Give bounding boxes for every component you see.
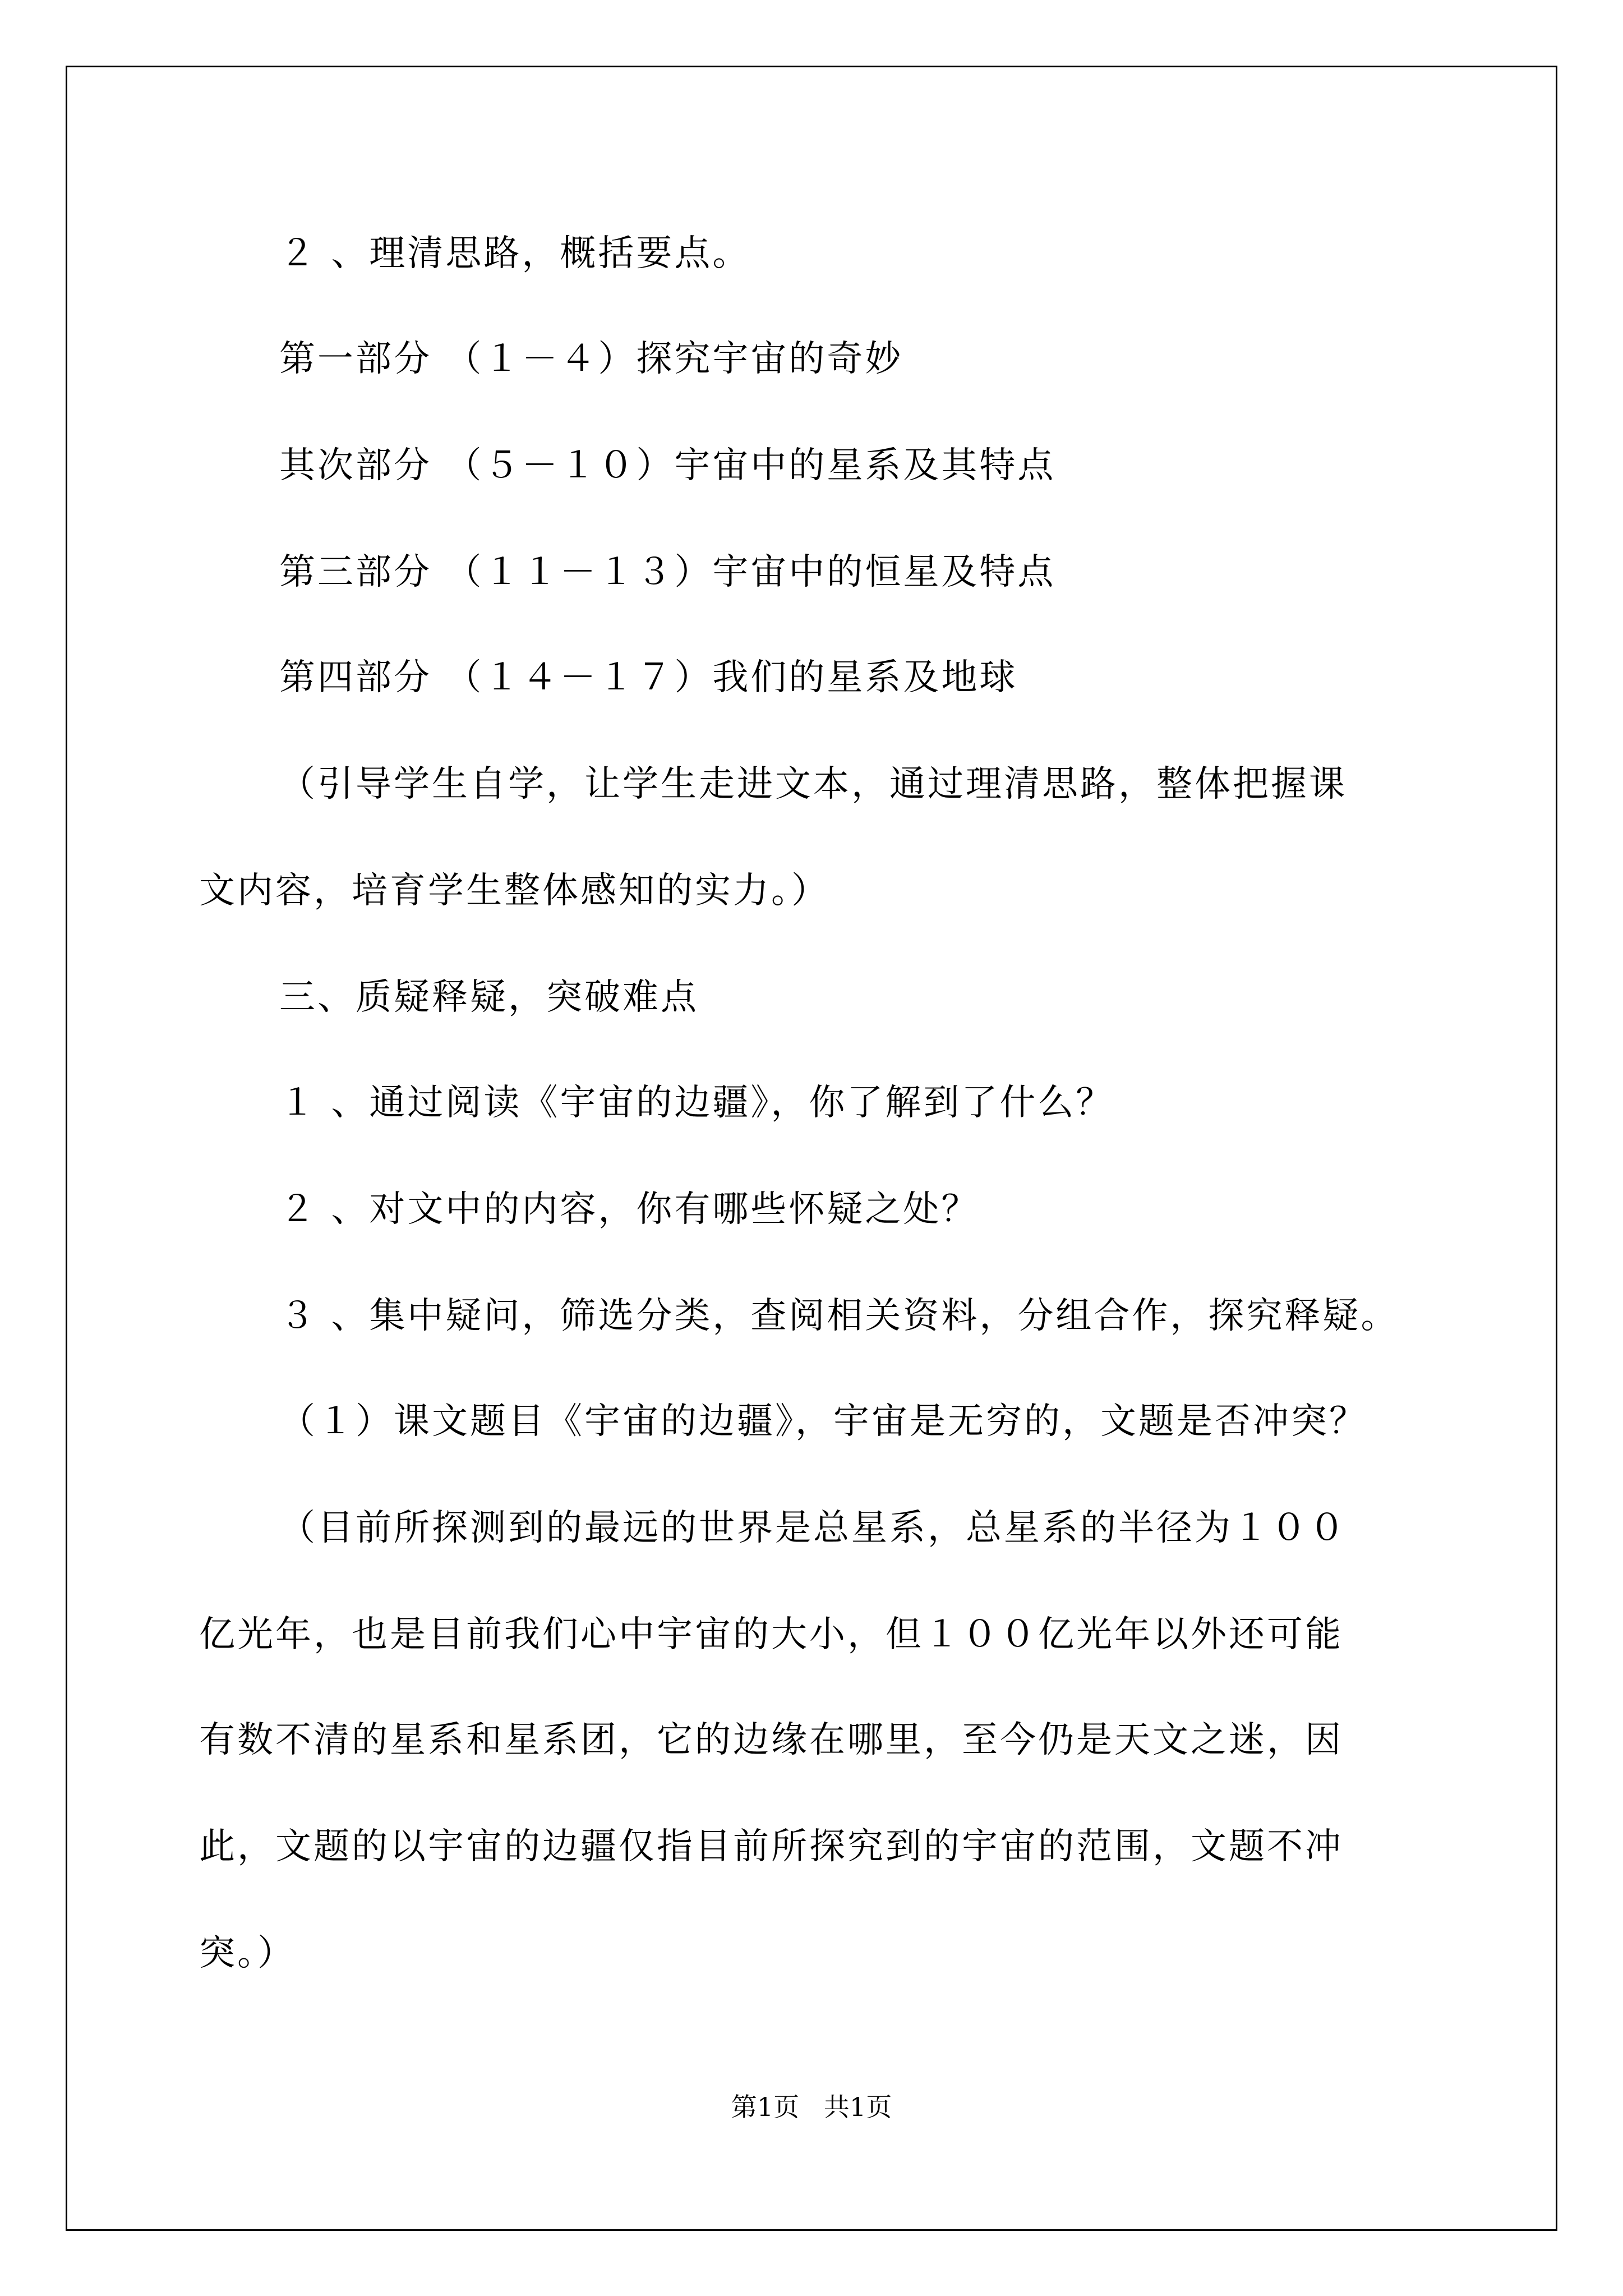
text-line-8: 三、质疑释疑，突破难点 [279, 977, 699, 1018]
text-line-3: 其次部分 （５－１０）宇宙中的星系及其特点 [279, 445, 1056, 486]
text-line-13: （目前所探测到的最远的世界是总星系，总星系的半径为１００ [279, 1507, 1347, 1549]
text-line-2: 第一部分 （１－４）探究宇宙的奇妙 [279, 338, 903, 380]
text-line-4: 第三部分 （１１－１３）宇宙中的恒星及特点 [279, 551, 1056, 593]
text-line-11: ３ 、集中疑问，筛选分类，查阅相关资料，分组合作，探究释疑。 [279, 1295, 1399, 1337]
text-line-7: 文内容，培育学生整体感知的实力。） [199, 870, 829, 912]
text-line-5: 第四部分 （１４－１７）我们的星系及地球 [279, 657, 1018, 698]
text-line-14: 亿光年，也是目前我们心中宇宙的大小，但１００亿光年以外还可能 [199, 1614, 1343, 1655]
page-footer: 第1页 共1页 [731, 2092, 892, 2122]
text-line-6: （引导学生自学，让学生走进文本，通过理清思路，整体把握课 [279, 763, 1347, 805]
text-line-1: ２ 、理清思路，概括要点。 [279, 233, 751, 274]
text-line-17: 突。） [199, 1932, 296, 1974]
page-frame [66, 66, 1557, 2231]
text-line-15: 有数不清的星系和星系团，它的边缘在哪里，至今仍是天文之迷，因 [199, 1719, 1343, 1761]
text-line-9: １ 、通过阅读《宇宙的边疆》，你了解到了什么？ [279, 1082, 1114, 1124]
text-line-16: 此，文题的以宇宙的边疆仅指目前所探究到的宇宙的范围，文题不冲 [199, 1826, 1343, 1867]
text-line-10: ２ 、对文中的内容，你有哪些怀疑之处？ [279, 1189, 980, 1230]
text-line-12: （１）课文题目《宇宙的边疆》，宇宙是无穷的，文题是否冲突？ [279, 1401, 1367, 1442]
